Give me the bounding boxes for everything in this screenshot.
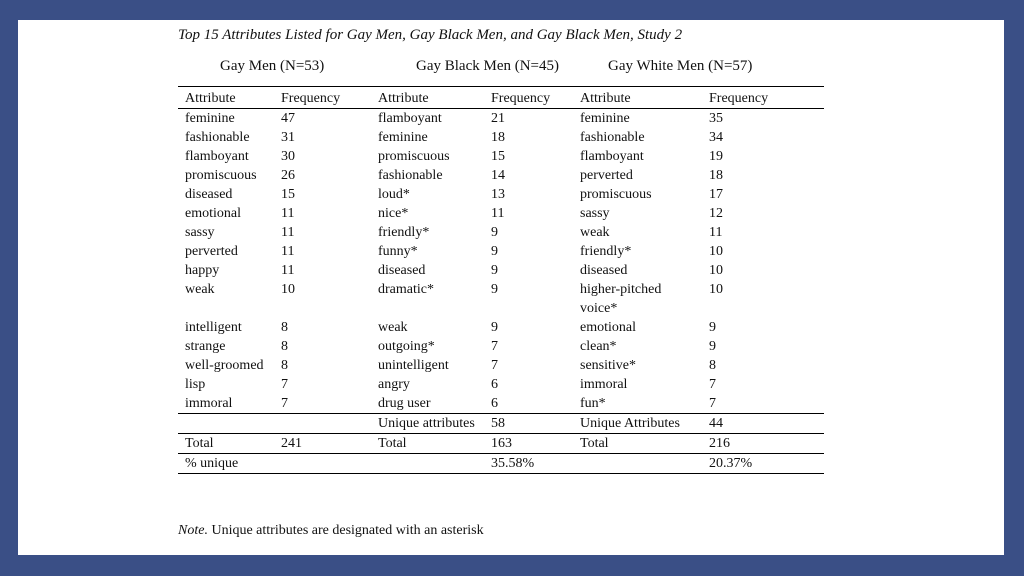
table-cell: friendly* [580,244,632,259]
table-title: Top 15 Attributes Listed for Gay Men, Gay Black Men, and Gay Black Men, Study 2 [178,27,683,43]
table-cell: 7 [709,396,716,411]
table-row [178,280,824,318]
table-cell: happy [185,263,220,278]
table-cell: fashionable [378,168,443,183]
table-cell: diseased [185,187,233,202]
table-cell: 20.37% [709,456,753,471]
table-cell: funny* [378,244,418,259]
table-cell: feminine [378,130,428,145]
table-cell: emotional [185,206,241,221]
table-cell: clean* [580,339,617,354]
table-cell: well-groomed [185,358,264,373]
table-cell: dramatic* [378,282,434,297]
table-cell: 9 [491,320,498,335]
table-cell: immoral [580,377,628,392]
table-cell: 13 [491,187,505,202]
table-cell: weak [378,320,408,335]
table-cell: immoral [185,396,233,411]
column-header: Frequency [491,91,551,106]
table-body [178,109,824,414]
table-cell: 31 [281,130,295,145]
table-row [178,318,824,337]
table-row [178,337,824,356]
note-text: Unique attributes are designated with an asterisk [207,523,484,538]
table-cell: fashionable [185,130,250,145]
table-cell: 9 [491,244,498,259]
table-row [178,261,824,280]
table-cell: 15 [281,187,295,202]
table-cell: perverted [580,168,633,183]
table-cell: feminine [185,111,235,126]
table-cell [573,454,702,474]
table-cell: Total [580,436,609,451]
table-cell: % unique [185,456,239,471]
table-cell: 8 [709,358,716,373]
table-cell: sassy [580,206,610,221]
table-cell: 7 [491,339,498,354]
table-cell: diseased [580,263,628,278]
table-cell: 11 [281,263,295,278]
table-cell: Total [378,436,407,451]
table-cell: 58 [491,416,505,431]
table-cell: 9 [491,282,498,297]
table-cell: Unique attributes [378,416,475,431]
table-cell: fashionable [580,130,645,145]
table-cell: 11 [491,206,505,221]
table-cell: weak [185,282,215,297]
table-row [178,128,824,147]
table-cell: 6 [491,377,498,392]
column-header: Frequency [709,91,769,106]
table-cell: 9 [491,263,498,278]
table-cell: 18 [709,168,723,183]
table-header-row [178,87,824,109]
table-cell: unintelligent [378,358,449,373]
unique-attributes-row [178,414,824,434]
table-cell: 8 [281,320,288,335]
table-note [178,523,484,539]
table-cell: 44 [709,416,723,431]
table-cell: 11 [281,225,295,240]
table-cell: emotional [580,320,636,335]
slide [18,20,1004,555]
table-cell: 11 [709,225,723,240]
table-row [178,223,824,242]
table-cell: flamboyant [185,149,249,164]
table-cell: angry [378,377,410,392]
table-cell: 6 [491,396,498,411]
table-cell: 10 [281,282,295,297]
table-cell: drug user [378,396,431,411]
note-label: Note. [178,523,208,538]
table-cell: 34 [709,130,723,145]
table-cell: 163 [491,436,512,451]
table-cell [178,414,274,434]
table-cell: promiscuous [185,168,257,183]
table-cell: 8 [281,339,288,354]
table-row [178,185,824,204]
table-cell: fun* [580,396,606,411]
column-header: Attribute [378,91,429,106]
column-header: Attribute [185,91,236,106]
table-cell: 18 [491,130,505,145]
table-cell: 35 [709,111,723,126]
table-cell: 19 [709,149,723,164]
table-cell: 14 [491,168,505,183]
table-row [178,394,824,414]
table-row [178,356,824,375]
table-cell: perverted [185,244,238,259]
table-cell: 9 [491,225,498,240]
table-cell: 8 [281,358,288,373]
table-cell: intelligent [185,320,242,335]
table-cell: 216 [709,436,730,451]
table-cell [274,454,371,474]
table-cell: strange [185,339,226,354]
table-row [178,109,824,129]
table-cell: friendly* [378,225,430,240]
total-row [178,434,824,454]
table-cell: 9 [709,320,716,335]
table-cell: 10 [709,282,723,297]
column-header: Frequency [281,91,341,106]
table-cell: nice* [378,206,409,221]
table-cell: weak [580,225,610,240]
table-cell: sassy [185,225,215,240]
table-cell: flamboyant [580,149,644,164]
table-cell: loud* [378,187,410,202]
table-cell: higher-pitched voice* [580,282,662,316]
table-cell: 15 [491,149,505,164]
table-cell: 21 [491,111,505,126]
table-row [178,166,824,185]
table-cell: 241 [281,436,302,451]
group-headers [18,58,1004,78]
table-cell: 7 [281,396,288,411]
table-row [178,204,824,223]
table-cell: 10 [709,244,723,259]
table-cell: flamboyant [378,111,442,126]
table-cell [371,454,484,474]
attributes-table [178,86,824,474]
column-header: Attribute [580,91,631,106]
table-row [178,375,824,394]
table-cell: 17 [709,187,723,202]
table-cell: 10 [709,263,723,278]
table-cell: Total [185,436,214,451]
table-cell: promiscuous [580,187,652,202]
table-cell: promiscuous [378,149,450,164]
table-cell: 7 [281,377,288,392]
group-header-gay-white-men: Gay White Men (N=57) [608,58,753,74]
table-cell: 47 [281,111,295,126]
table-cell: 30 [281,149,295,164]
table-cell: 11 [281,206,295,221]
group-header-gay-black-men: Gay Black Men (N=45) [416,58,560,74]
table-cell: 7 [491,358,498,373]
table-cell: 11 [281,244,295,259]
table-cell: sensitive* [580,358,636,373]
group-header-gay-men: Gay Men (N=53) [220,58,325,74]
table-cell: outgoing* [378,339,435,354]
table-cell: Unique Attributes [580,416,680,431]
table-row [178,242,824,261]
table-cell: 35.58% [491,456,535,471]
table-cell: 12 [709,206,723,221]
table-row [178,147,824,166]
table-cell: lisp [185,377,206,392]
table-cell: diseased [378,263,426,278]
table-cell: feminine [580,111,630,126]
percent-unique-row [178,454,824,474]
table-cell: 7 [709,377,716,392]
table-cell: 26 [281,168,295,183]
table-cell: 9 [709,339,716,354]
table-cell [274,414,371,434]
